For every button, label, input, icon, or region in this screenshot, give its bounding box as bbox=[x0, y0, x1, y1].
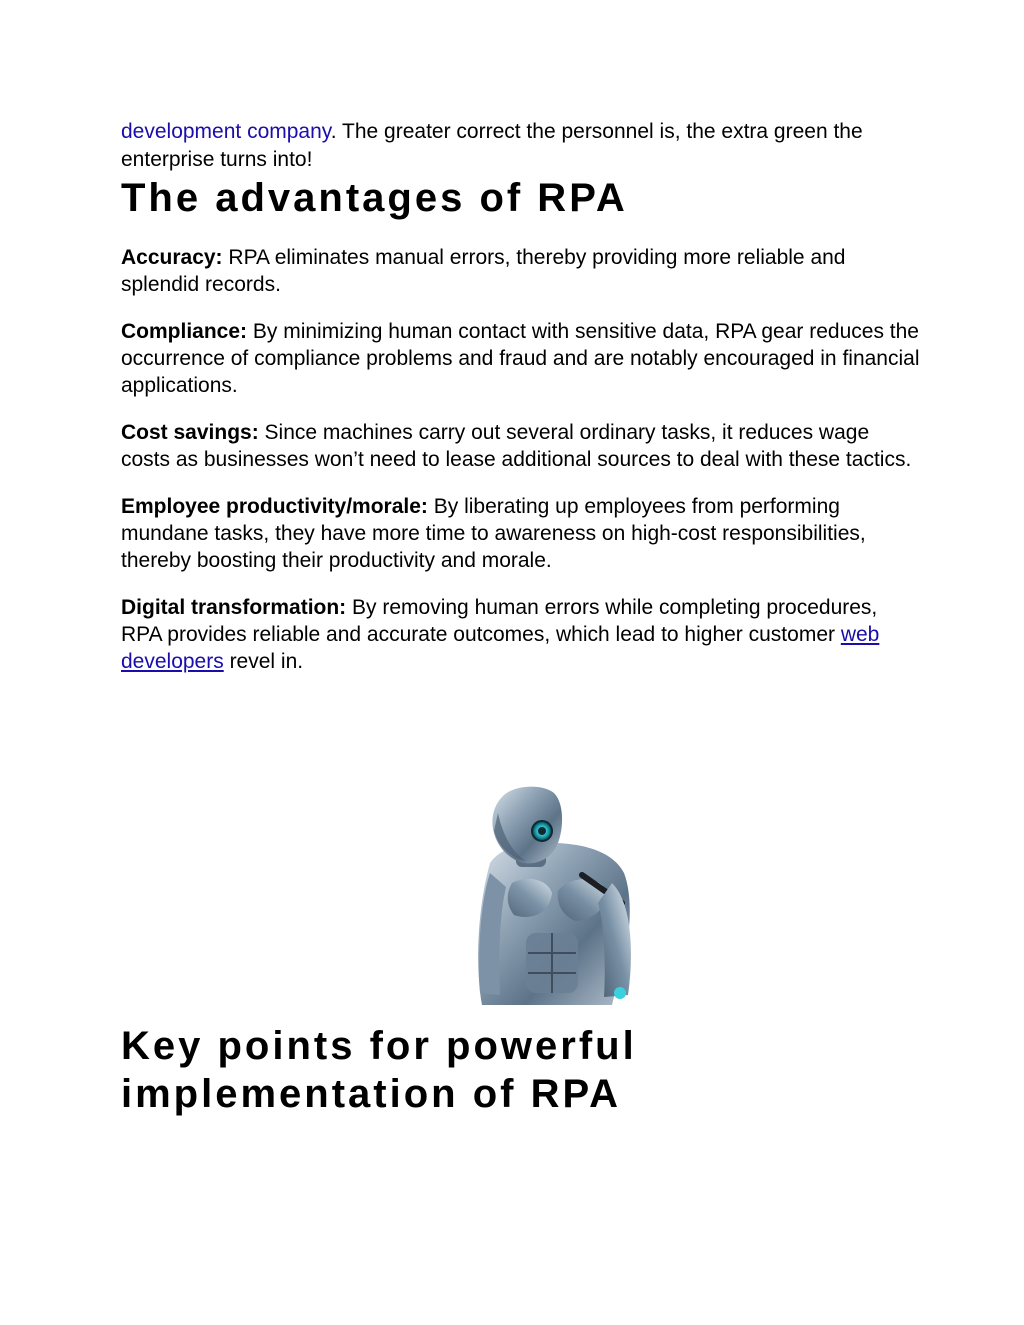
document-page bbox=[121, 118, 921, 675]
advantage-text: By removing human errors while completing procedures, RPA provides reliable and accurate outcomes, which lead to higher customer bbox=[121, 596, 878, 646]
heading-key-points: Key points for powerful implementation of RPA bbox=[121, 1024, 637, 1116]
advantage-text: Since machines carry out several ordinary tasks, it reduces wage costs as businesses won’t need to lease additional sources to deal with these tactics. bbox=[121, 421, 912, 471]
advantage-label: Digital transformation: bbox=[121, 596, 347, 619]
advantage-employee-productivity bbox=[121, 493, 921, 574]
advantage-cost-savings bbox=[121, 419, 921, 473]
advantage-digital-transformation bbox=[121, 594, 921, 675]
advantage-label: Compliance: bbox=[121, 320, 248, 343]
robot-illustration-icon bbox=[472, 783, 634, 1005]
advantage-label: Employee productivity/morale: bbox=[121, 495, 428, 518]
advantage-text: By minimizing human contact with sensitive data, RPA gear reduces the occurrence of compliance problems and fraud and are notably encouraged in financial applications. bbox=[121, 320, 920, 397]
advantage-label: Accuracy: bbox=[121, 246, 223, 269]
advantage-label: Cost savings: bbox=[121, 421, 259, 444]
advantage-text: RPA eliminates manual errors, thereby providing more reliable and splendid records. bbox=[121, 246, 846, 296]
advantage-text-end: revel in. bbox=[223, 650, 304, 673]
development-company-link[interactable]: development company bbox=[121, 120, 331, 143]
web-developers-link[interactable]: web developers bbox=[121, 623, 880, 673]
advantage-accuracy bbox=[121, 244, 921, 298]
intro-paragraph bbox=[121, 118, 921, 174]
intro-text: . The greater correct the personnel is, the extra green the enterprise turns into! bbox=[121, 120, 863, 171]
heading-advantages: The advantages of RPA bbox=[121, 176, 628, 220]
advantage-compliance bbox=[121, 318, 921, 399]
advantage-text: By liberating up employees from performing mundane tasks, they have more time to awareness on high-cost responsibilities, thereby boosting their productivity and morale. bbox=[121, 495, 866, 572]
